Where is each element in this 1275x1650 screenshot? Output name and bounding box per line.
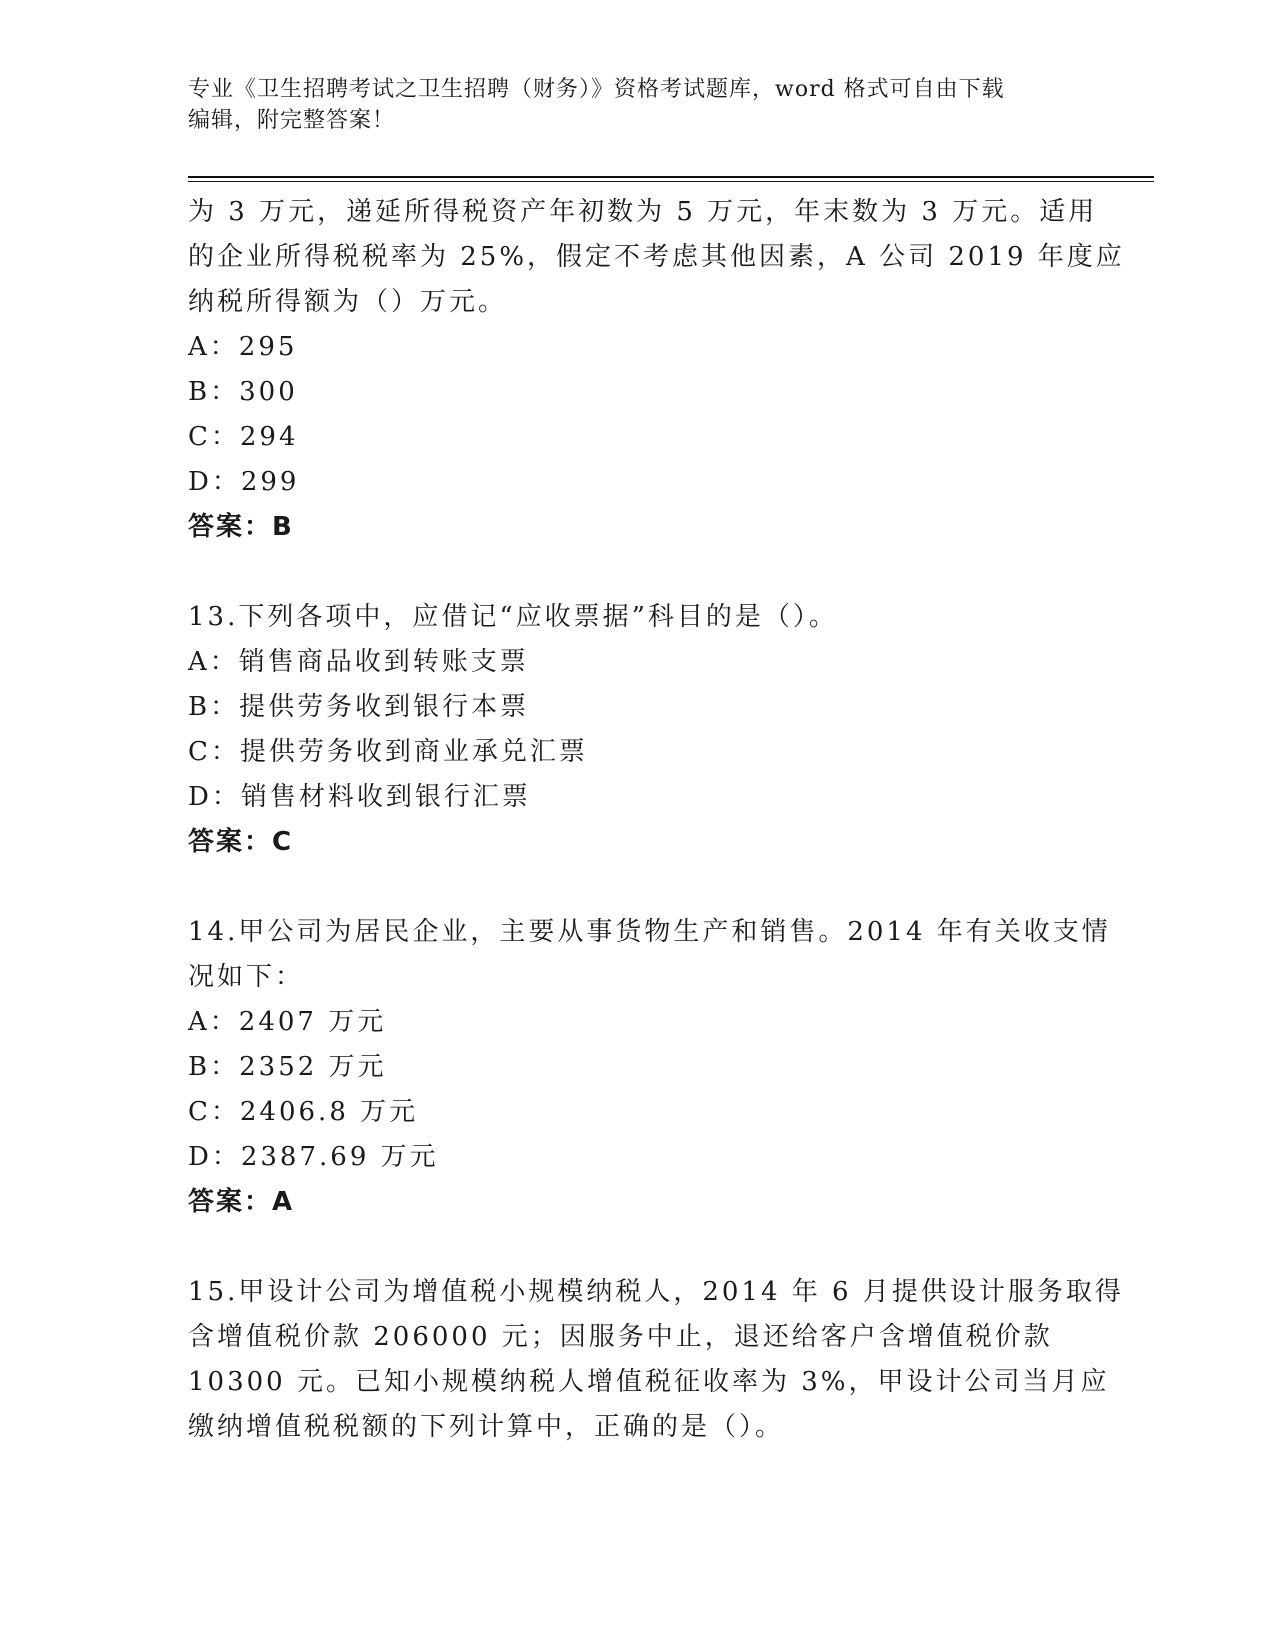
question-content bbox=[188, 190, 1125, 1450]
option-d: D：2387.69 万元 bbox=[188, 1142, 439, 1172]
answer-line: 答案：B bbox=[188, 512, 294, 542]
question-15 bbox=[188, 1270, 1124, 1450]
question-stem-line: 15.甲设计公司为增值税小规模纳税人，2014 年 6 月提供设计服务取得 bbox=[188, 1277, 1124, 1307]
option-a: A：295 bbox=[188, 332, 298, 362]
question-stem-line: 缴纳增值税税额的下列计算中，正确的是（）。 bbox=[188, 1412, 785, 1442]
option-b: B：2352 万元 bbox=[188, 1052, 387, 1082]
answer-line: 答案：A bbox=[188, 1187, 295, 1217]
header-line-1: 专业《卫生招聘考试之卫生招聘（财务）》资格考试题库，word 格式可自由下载 bbox=[188, 77, 1005, 102]
option-a: A：2407 万元 bbox=[188, 1007, 387, 1037]
option-c: C：294 bbox=[188, 422, 299, 452]
question-14 bbox=[188, 910, 1111, 1225]
header-rule-thick bbox=[188, 176, 1154, 178]
question-stem-line: 10300 元。已知小规模纳税人增值税征收率为 3%，甲设计公司当月应 bbox=[188, 1367, 1110, 1397]
question-stem-line: 13.下列各项中，应借记“应收票据”科目的是（）。 bbox=[188, 602, 838, 632]
question-stem-line: 纳税所得额为（）万元。 bbox=[188, 287, 508, 317]
answer-line: 答案：C bbox=[188, 827, 294, 857]
question-stem-line: 14.甲公司为居民企业，主要从事货物生产和销售。2014 年有关收支情 bbox=[188, 917, 1111, 947]
question-13 bbox=[188, 595, 1108, 865]
option-b: B：300 bbox=[188, 377, 298, 407]
option-c: C：2406.8 万元 bbox=[188, 1097, 419, 1127]
option-a: A：销售商品收到转账支票 bbox=[188, 647, 529, 677]
option-b: B：提供劳务收到银行本票 bbox=[188, 692, 530, 722]
question-stem-line: 的企业所得税税率为 25%，假定不考虑其他因素，A 公司 2019 年度应 bbox=[188, 242, 1125, 272]
spacer bbox=[188, 1225, 1108, 1270]
option-c: C：提供劳务收到商业承兑汇票 bbox=[188, 737, 588, 767]
question-stem-line: 为 3 万元，递延所得税资产年初数为 5 万元，年末数为 3 万元。适用 bbox=[188, 197, 1098, 227]
question-12 bbox=[188, 190, 1125, 550]
spacer bbox=[188, 865, 1108, 910]
question-stem-line: 况如下： bbox=[188, 962, 305, 992]
question-stem-line: 含增值税价款 206000 元；因服务中止，退还给客户含增值税价款 bbox=[188, 1322, 1053, 1352]
document-header bbox=[188, 74, 1088, 136]
option-d: D：销售材料收到银行汇票 bbox=[188, 782, 531, 812]
header-line-2: 编辑，附完整答案！ bbox=[188, 108, 396, 133]
header-rule-thin bbox=[188, 181, 1154, 182]
option-d: D：299 bbox=[188, 467, 300, 497]
spacer bbox=[188, 550, 1108, 595]
